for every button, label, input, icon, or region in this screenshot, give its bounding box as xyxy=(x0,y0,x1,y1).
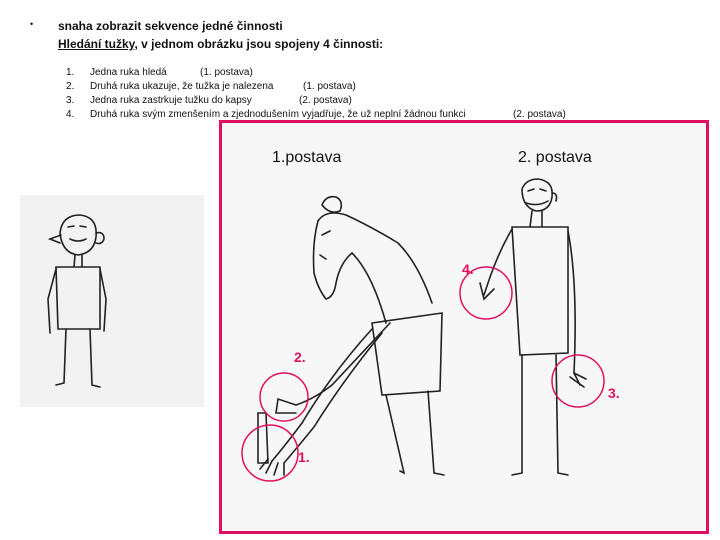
heading-line-2-rest: , v jednom obrázku jsou spojeny 4 činnosti: xyxy=(134,37,384,51)
list-item-tag: (1. postava) xyxy=(303,81,356,92)
label-figure-1: 1.postava xyxy=(272,149,342,166)
list-item-tag: (1. postava) xyxy=(200,67,253,78)
list-item-text: Jedna ruka hledá xyxy=(90,67,167,78)
two-figures-sketch xyxy=(222,123,709,534)
marker-4: 4. xyxy=(462,261,474,277)
annotated-drawing-frame xyxy=(219,120,709,534)
label-figure-2: 2. postava xyxy=(518,149,592,166)
slide-heading xyxy=(58,17,383,53)
child-drawing-standing-figure xyxy=(20,195,204,407)
list-item-number: 1. xyxy=(66,67,75,78)
list-item-number: 3. xyxy=(66,95,75,106)
bullet-dot: • xyxy=(30,19,34,29)
marker-1: 1. xyxy=(298,449,310,465)
marker-3: 3. xyxy=(608,385,620,401)
marker-2: 2. xyxy=(294,349,306,365)
list-item-text: Druhá ruka ukazuje, že tužka je nalezena xyxy=(90,81,274,92)
standing-figure-sketch xyxy=(20,195,204,407)
heading-line-2 xyxy=(58,35,383,53)
list-item-number: 2. xyxy=(66,81,75,92)
list-item-text: Jedna ruka zastrkuje tužku do kapsy xyxy=(90,95,252,106)
heading-line-1: snaha zobrazit sekvence jedné činnosti xyxy=(58,19,283,33)
list-item-tag: (2. postava) xyxy=(299,95,352,106)
list-item-number: 4. xyxy=(66,109,75,120)
list-item-tag: (2. postava) xyxy=(513,109,566,120)
list-item-text: Druhá ruka svým zmenšením a zjednodušením vyjadřuje, že už neplní žádnou funkci xyxy=(90,109,466,120)
heading-underlined-term: Hledání tužky xyxy=(58,37,135,51)
